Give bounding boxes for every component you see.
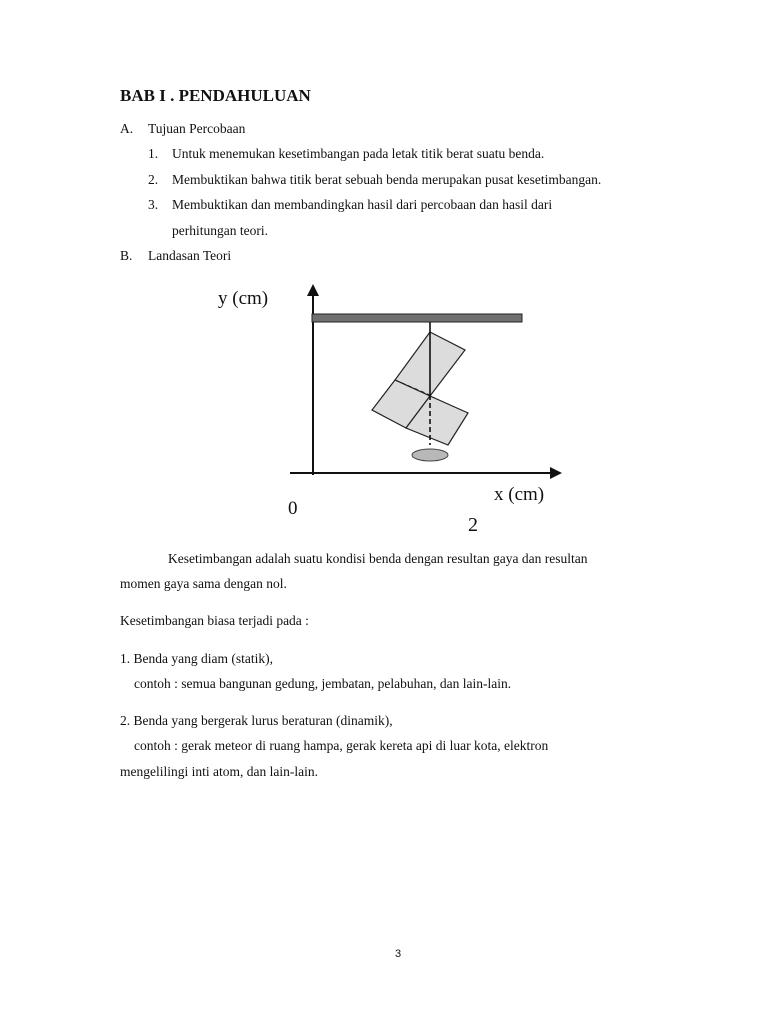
weight-bob [412, 449, 448, 461]
section-a-marker: A. [120, 121, 134, 136]
section-b-title: Landasan Teori [148, 248, 232, 263]
origin-label: 0 [288, 498, 298, 519]
paragraph-1-line-2: momen gaya sama dengan nol. [120, 576, 287, 591]
objective-1-text: Untuk menemukan kesetimbangan pada letak titik berat suatu benda. [172, 146, 545, 161]
section-b-marker: B. [120, 248, 133, 263]
objective-3-number: 3. [148, 197, 159, 212]
list-item-2-title: 2. Benda yang bergerak lurus beraturan (dinamik), [120, 713, 393, 728]
balance-diagram [218, 280, 580, 540]
list-item-2-example-line-2: mengelilingi inti atom, dan lain-lain. [120, 764, 318, 779]
objective-2-number: 2. [148, 172, 159, 187]
list-item-2-example-line-1: contoh : gerak meteor di ruang hampa, gerak kereta api di luar kota, elektron [134, 738, 549, 753]
list-item-1-example: contoh : semua bangunan gedung, jembatan, pelabuhan, dan lain-lain. [134, 676, 512, 691]
list-item-1-title: 1. Benda yang diam (statik), [120, 651, 273, 666]
x-axis-arrow-icon [550, 467, 562, 479]
x-axis-label: x (cm) [494, 484, 545, 505]
page-number: 3 [395, 948, 402, 960]
x-tick-label: 2 [468, 514, 478, 536]
objective-1-number: 1. [148, 146, 159, 161]
section-a-title: Tujuan Percobaan [148, 121, 246, 136]
objective-2-text: Membuktikan bahwa titik berat sebuah benda merupakan pusat kesetimbangan. [172, 172, 602, 187]
paragraph-2: Kesetimbangan biasa terjadi pada : [120, 613, 309, 628]
objective-3-text-continued: perhitungan teori. [172, 223, 268, 238]
objective-3-text: Membuktikan dan membandingkan hasil dari percobaan dan hasil dari [172, 197, 553, 212]
y-axis-arrow-icon [307, 284, 319, 296]
page-title: BAB I . PENDAHULUAN [120, 86, 311, 105]
paragraph-1-line-1: Kesetimbangan adalah suatu kondisi benda dengan resultan gaya dan resultan [168, 551, 588, 566]
y-axis-label: y (cm) [218, 288, 269, 309]
support-bar [312, 314, 522, 322]
